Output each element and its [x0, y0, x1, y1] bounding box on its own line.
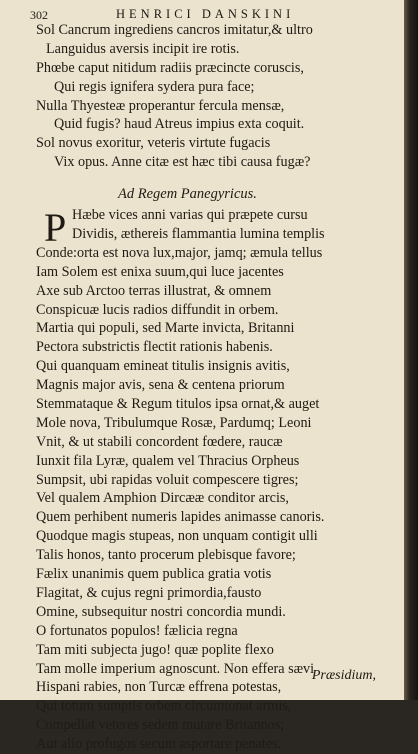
drop-cap: P: [44, 205, 67, 251]
page-number: 302: [30, 8, 48, 22]
verse-line: Quodque magis stupeas, non unquam contigit ulli: [36, 528, 318, 545]
verse-line: Pectora substrictis flectit rationis habenis.: [36, 339, 273, 356]
running-title: HENRICI DANSKINI: [116, 7, 295, 21]
verse-line: Sol novus exoritur, veteris virtute fugacis: [36, 135, 271, 152]
verse-line: Phœbe caput nitidum radiis præcincte coruscis,: [36, 59, 304, 76]
verse-line: Hæbe vices anni varias qui præpete cursu: [72, 207, 308, 224]
verse-line: Quid fugis? haud Atreus impius exta coquit.: [54, 116, 305, 133]
verse-line: Nulla Thyesteæ properantur fercula mensæ,: [36, 97, 285, 114]
verse-line: Conspicuæ lucis radios diffundit in orbem.: [36, 301, 279, 318]
verse-line: Iunxit fila Lyræ, qualem vel Thracius Orpheus: [36, 452, 300, 469]
section-title: Ad Regem Panegyricus.: [118, 186, 257, 203]
verse-line: Dividis, æthereis flammantia lumina templis: [72, 226, 325, 243]
verse-line: Tam molle imperium agnoscunt. Non effera sævi: [36, 660, 315, 677]
verse-line: Sol Cancrum ingrediens cancros imitatur,& ultro: [36, 22, 313, 38]
catchword: Præsidium,: [311, 668, 376, 683]
verse-line: Aut alio profugos secum asportare penates.: [36, 736, 282, 753]
verse-line: Axe sub Arctoo terras illustrat, & omnem: [36, 282, 272, 299]
verse-line: Stemmataque & Regum titulos ipsa ornat,& auget: [36, 396, 320, 413]
verse-line: Languidus aversis incipit ire rotis.: [46, 40, 240, 57]
opening-lines: [36, 205, 386, 251]
verse-line: Tam miti subjecta jugo! quæ poplite flexo: [36, 641, 274, 658]
verse-line: Sumpsit, ubi rapidas voluit compescere tigres;: [36, 471, 299, 488]
verse-line: Flagitat, & cujus regni primordia,fausto: [36, 584, 262, 601]
verse-line: Hispani rabies, non Turcæ effrena potestas,: [36, 679, 282, 696]
verse-line: Conde:orta est nova lux,major, jamq; æmula tellus: [36, 244, 323, 261]
verse-line: O fortunatos populos! fælicia regna: [36, 622, 238, 639]
verse-line: Magnis major avis, sena & centena priorum: [36, 377, 285, 394]
verse-line: Compellat veteres sedem mutare Britannos;: [36, 717, 285, 734]
verse-line: Martia qui populi, sed Marte invicta, Britanni: [36, 320, 295, 337]
verse-line: Omine, subsequitur nostri concordia mundi.: [36, 603, 286, 620]
verse-line: Vnit, & ut stabili concordent fœdere, raucæ: [36, 433, 283, 450]
verse-line: Vel qualem Amphion Dircææ conditor arcis,: [36, 490, 289, 507]
poem-text: [36, 21, 386, 754]
verse-line: Vix opus. Anne citæ est hæc tibi causa fugæ?: [54, 154, 311, 171]
verse-line: Mole nova, Tribulumque Rosæ, Pardumq; Leoni: [36, 414, 312, 431]
book-gutter: [404, 0, 418, 700]
verse-line: Qui totum sumptis orbem circumtonat armis,: [36, 698, 292, 715]
verse-line: Quem perhibent numeris lapides animasse canoris.: [36, 509, 325, 526]
verse-line: Fælix unanimis quem publica gratia votis: [36, 566, 272, 583]
verse-line: Qui quanquam emineat titulis insignis avitis,: [36, 358, 290, 375]
verse-line: Talis honos, tanto procerum plebisque favore;: [36, 547, 296, 564]
verse-line: Qui regis ignifera sydera pura face;: [54, 78, 255, 95]
verse-line: Iam Solem est enixa suum,qui luce jacentes: [36, 263, 284, 280]
